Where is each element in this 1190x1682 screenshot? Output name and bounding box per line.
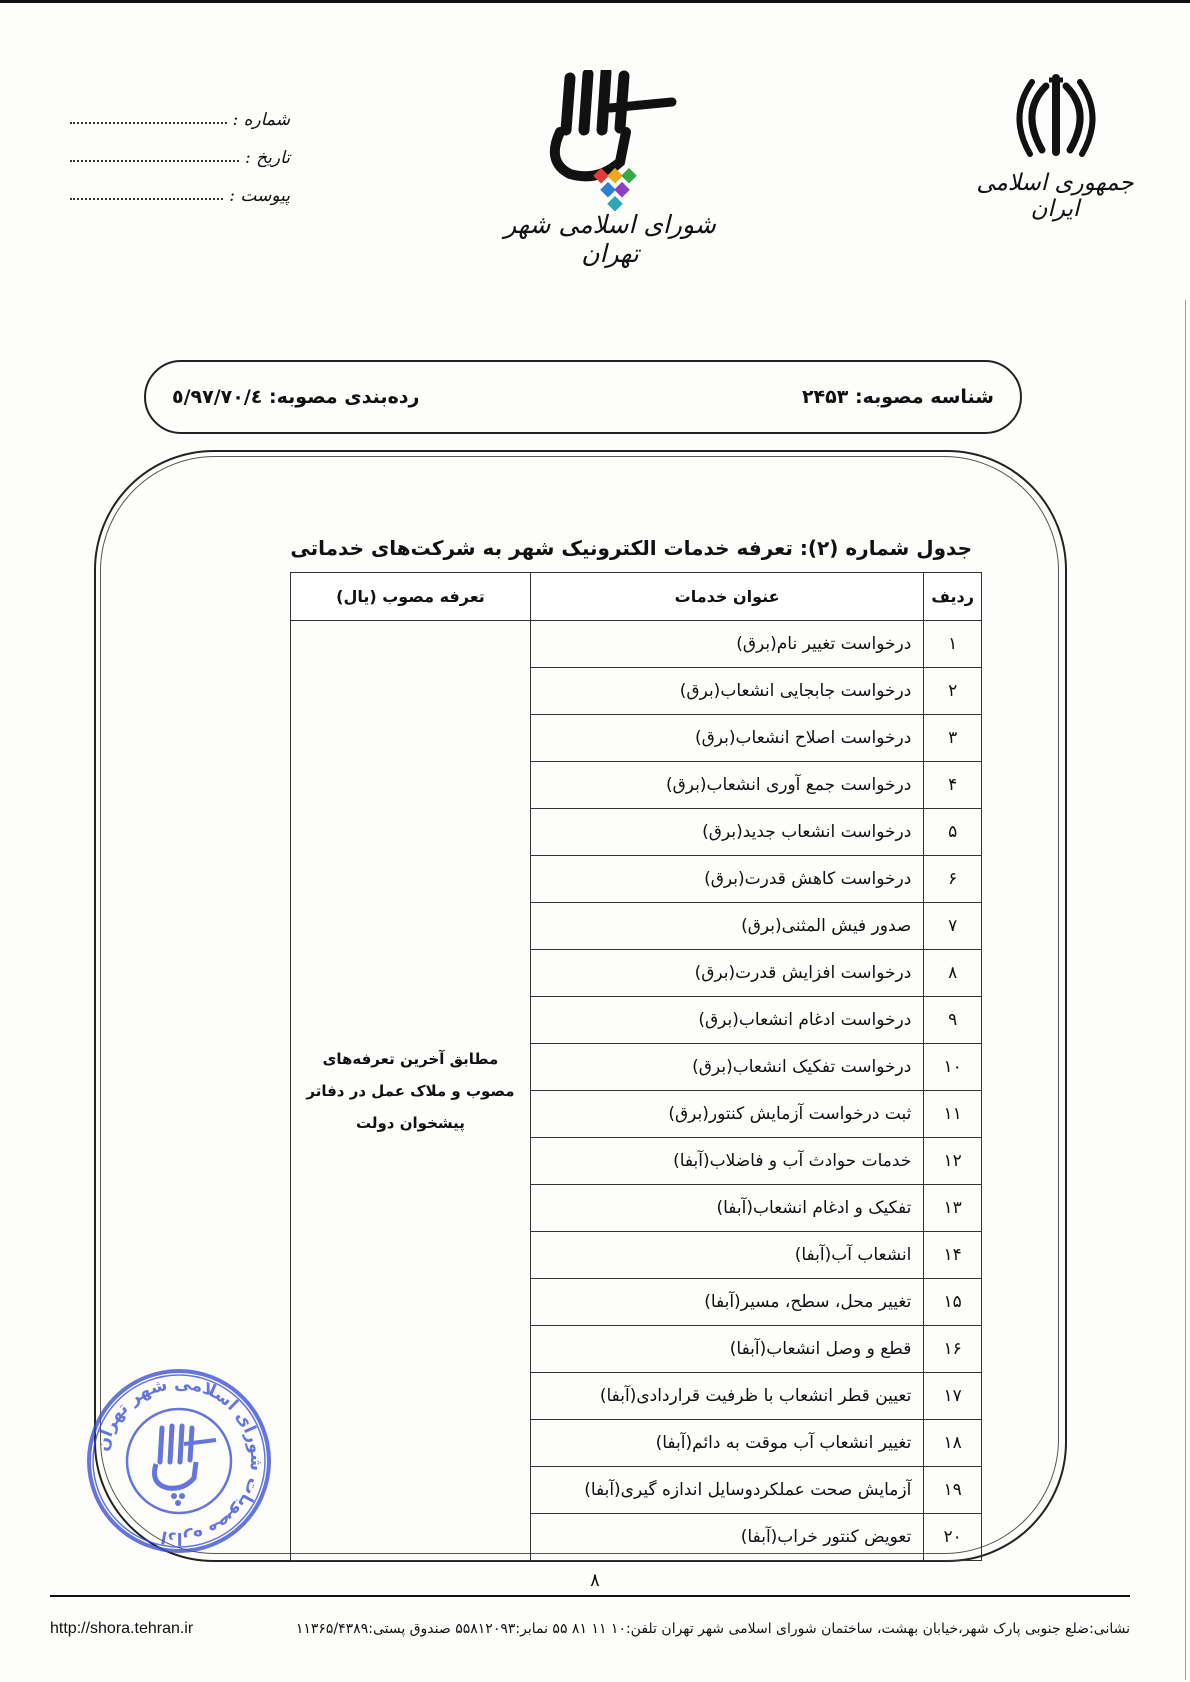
service-title: درخواست تفکیک انشعاب(برق) <box>530 1044 923 1091</box>
iran-emblem-icon <box>1006 72 1106 162</box>
header-tariff: تعرفه مصوب (یال) <box>291 573 531 621</box>
service-title: درخواست اصلاح انشعاب(برق) <box>530 715 923 762</box>
row-number: ۸ <box>924 950 982 997</box>
service-title: خدمات حوادث آب و فاضلاب(آبفا) <box>530 1138 923 1185</box>
row-number: ۱۰ <box>924 1044 982 1091</box>
right-edge-line <box>1185 300 1186 1680</box>
service-title: درخواست انشعاب جدید(برق) <box>530 809 923 856</box>
service-title: تغییر انشعاب آب موقت به دائم(آبفا) <box>530 1420 923 1467</box>
service-title: درخواست جمع آوری انشعاب(برق) <box>530 762 923 809</box>
service-title: قطع و وصل انشعاب(آبفا) <box>530 1326 923 1373</box>
row-number: ۶ <box>924 856 982 903</box>
service-title: درخواست ادغام انشعاب(برق) <box>530 997 923 1044</box>
table-header-row <box>291 573 982 621</box>
row-number: ۱۱ <box>924 1091 982 1138</box>
header-service-title: عنوان خدمات <box>530 573 923 621</box>
council-logo-icon <box>540 70 680 220</box>
row-number: ۳ <box>924 715 982 762</box>
table-title: جدول شماره (۲): تعرفه خدمات الکترونیک شهر به شرکت‌های خدماتی <box>290 536 972 560</box>
service-title: درخواست جابجایی انشعاب(برق) <box>530 668 923 715</box>
service-title: انشعاب آب(آبفا) <box>530 1232 923 1279</box>
row-number: ۱۹ <box>924 1467 982 1514</box>
row-number: ۱۴ <box>924 1232 982 1279</box>
row-number: ۵ <box>924 809 982 856</box>
letter-meta <box>70 92 290 206</box>
attachment-field: پیوست : <box>70 168 290 206</box>
tariff-table <box>290 572 982 1561</box>
republic-name: جمهوری اسلامی ایران <box>976 170 1134 222</box>
service-title: تعیین قطر انشعاب با ظرفیت قراردادی(آبفا) <box>530 1373 923 1420</box>
date-field: تاریخ : <box>70 130 290 168</box>
website-link[interactable]: http://shora.tehran.ir <box>50 1620 194 1637</box>
service-title: درخواست کاهش قدرت(برق) <box>530 856 923 903</box>
row-number: ۴ <box>924 762 982 809</box>
row-number: ۱۳ <box>924 1185 982 1232</box>
service-title: تفکیک و ادغام انشعاب(آبفا) <box>530 1185 923 1232</box>
number-field: شماره : <box>70 92 290 130</box>
top-border <box>0 0 1190 3</box>
approval-id-box <box>144 360 1022 434</box>
service-title: ثبت درخواست آزمایش کنتور(برق) <box>530 1091 923 1138</box>
row-number: ۷ <box>924 903 982 950</box>
header-row-number: ردیف <box>924 573 982 621</box>
contact-address: نشانی:ضلع جنوبی پارک شهر،خیابان بهشت، ساختمان شورای اسلامی شهر تهران تلفن:۱۰ ۱۱ ۸۱ ۵۵ نمابر:۵۵۸۱۲۰۹۳ صندوق پستی:۱۱۳۶۵/۴۳۸۹ <box>295 1621 1130 1637</box>
service-title: درخواست افزایش قدرت(برق) <box>530 950 923 997</box>
row-number: ۱۷ <box>924 1373 982 1420</box>
page-number: ۸ <box>590 1570 600 1591</box>
row-number: ۲۰ <box>924 1514 982 1561</box>
footer-divider <box>50 1595 1130 1597</box>
council-name: شورای اسلامی شهر تهران <box>504 210 716 268</box>
row-number: ۱۸ <box>924 1420 982 1467</box>
service-title: تعویض کنتور خراب(آبفا) <box>530 1514 923 1561</box>
row-number: ۱ <box>924 621 982 668</box>
service-title: درخواست تغییر نام(برق) <box>530 621 923 668</box>
service-title: صدور فیش المثنی(برق) <box>530 903 923 950</box>
footer <box>50 1620 1130 1638</box>
approval-stamp <box>84 1366 274 1556</box>
service-title: تغییر محل، سطح، مسیر(آبفا) <box>530 1279 923 1326</box>
approval-id: شناسه مصوبه: ۲۴۵۳ <box>801 386 994 408</box>
row-number: ۱۶ <box>924 1326 982 1373</box>
row-number: ۲ <box>924 668 982 715</box>
row-number: ۱۲ <box>924 1138 982 1185</box>
table-row <box>291 621 982 668</box>
row-number: ۹ <box>924 997 982 1044</box>
service-title: آزمایش صحت عملکردوسایل اندازه گیری(آبفا) <box>530 1467 923 1514</box>
row-number: ۱۵ <box>924 1279 982 1326</box>
stamp-text: اداره مصوبات شورای اسلامی شهر تهران <box>92 1373 267 1549</box>
approval-classification: رده‌بندی مصوبه: ٥/٩٧/٧٠/٤ <box>172 386 420 408</box>
tariff-note: مطابق آخرین تعرفه‌های مصوب و ملاک عمل در دفاتر پیشخوان دولت <box>291 621 531 1561</box>
table-body <box>291 621 982 1561</box>
